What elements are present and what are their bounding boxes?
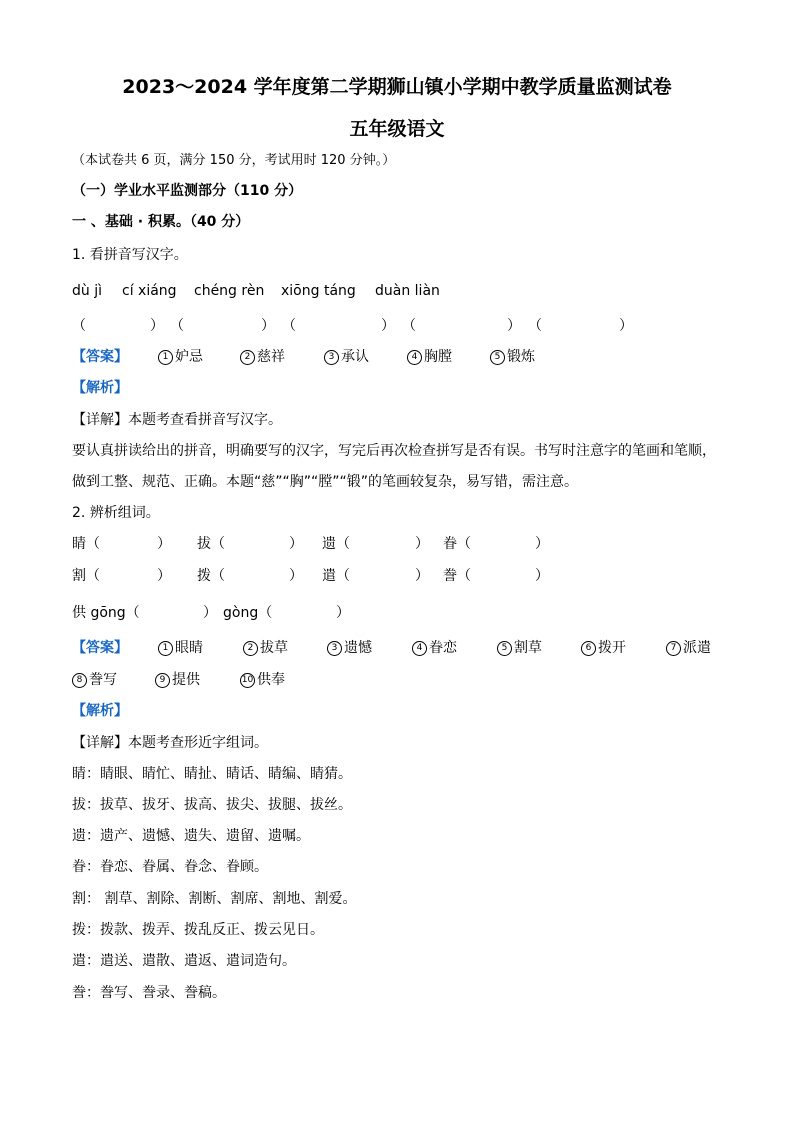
q2-answer-4 <box>412 638 457 658</box>
circle-number: 4 <box>412 641 427 656</box>
answer-text: 拨开 <box>598 640 626 656</box>
answer-text: 妒忌 <box>175 349 203 365</box>
q2-answer-3 <box>327 638 372 658</box>
circle-number: 3 <box>324 350 339 365</box>
q1-prompt: 1. 看拼音写汉字。 <box>72 247 188 263</box>
q2-row1-close-4: ） <box>535 536 549 552</box>
exam-note: （本试卷共 6 页，满分 150 分，考试用时 120 分钟。） <box>72 153 396 168</box>
q2-answer-label: 【答案】 <box>72 640 128 656</box>
q1-blank-close: ） <box>619 318 633 334</box>
q2-row2-char-3: 遣（ <box>322 568 350 584</box>
q2-answer-6 <box>581 638 626 658</box>
q2-word-line: 遗：遗产、遗憾、遗失、遗留、遗嘱。 <box>72 828 310 844</box>
circle-number: 7 <box>666 641 681 656</box>
answer-text: 誊写 <box>89 672 117 688</box>
q2-row1-close-3: ） <box>415 536 429 552</box>
answer-text: 眼睛 <box>175 640 203 656</box>
q2-row2-char-4: 誊（ <box>443 568 471 584</box>
q1-explain-1: 要认真拼读给出的拼音，明确要写的汉字，写完后再次检查拼写是否有误。书写时注意字的笔画和笔顺， <box>72 443 716 459</box>
q2-row3-close-1: ） <box>203 605 217 621</box>
q2-row1-close-1: ） <box>157 536 171 552</box>
q2-row2-char-2: 拨（ <box>197 568 225 584</box>
q1-pinyin-3: chéng rèn <box>194 283 265 299</box>
q2-row1-char-3: 遗（ <box>322 536 350 552</box>
exam-title: 2023～2024 学年度第二学期狮山镇小学期中教学质量监测试卷 <box>122 76 672 98</box>
q1-pinyin-5: duàn liàn <box>375 283 440 299</box>
q1-answer-2 <box>240 347 285 367</box>
q2-word-line: 遣：遣送、遣散、遣返、遣词造句。 <box>72 953 296 969</box>
q2-word-line: 眷：眷恋、眷属、眷念、眷顾。 <box>72 859 268 875</box>
q1-analysis-label: 【解析】 <box>72 380 128 396</box>
q2-answer-2 <box>243 638 288 658</box>
q2-row2-char-1: 割（ <box>72 568 100 584</box>
q2-row1-char-4: 眷（ <box>443 536 471 552</box>
answer-text: 供奉 <box>257 672 285 688</box>
circle-number: 8 <box>72 673 87 688</box>
q2-row3-gong4: gòng（ <box>223 605 273 621</box>
q1-detail: 【详解】本题考查看拼音写汉字。 <box>72 412 282 428</box>
q1-blank-open: （ <box>72 318 86 334</box>
q1-blank-open: （ <box>528 318 542 334</box>
q2-row2-close-2: ） <box>289 568 303 584</box>
circle-number: 10 <box>240 673 255 688</box>
answer-text: 遗憾 <box>344 640 372 656</box>
q1-blank-open: （ <box>170 318 184 334</box>
circle-number: 6 <box>581 641 596 656</box>
circle-number: 2 <box>243 641 258 656</box>
q2-row2-close-1: ） <box>157 568 171 584</box>
q2-row3-close-2: ） <box>336 605 350 621</box>
section-heading: 一 、基础 · 积累。（40 分） <box>72 214 250 230</box>
q2-prompt: 2. 辨析组词。 <box>72 505 160 521</box>
q1-pinyin-4: xiōng táng <box>281 283 356 299</box>
q1-blank-open: （ <box>402 318 416 334</box>
circle-number: 3 <box>327 641 342 656</box>
q1-blank-close: ） <box>381 318 395 334</box>
circle-number: 1 <box>158 641 173 656</box>
answer-text: 拔草 <box>260 640 288 656</box>
q2-word-line: 睛：睛眼、睛忙、睛扯、睛话、睛编、睛猜。 <box>72 766 352 782</box>
answer-text: 派遣 <box>683 640 711 656</box>
q2-word-line: 拔：拔草、拔牙、拔高、拔尖、拔腿、拔丝。 <box>72 797 352 813</box>
q2-answer-5 <box>497 638 542 658</box>
circle-number: 5 <box>497 641 512 656</box>
circle-number: 5 <box>490 350 505 365</box>
answer-text: 提供 <box>172 672 200 688</box>
exam-subject: 五年级语文 <box>349 118 445 140</box>
q1-answer-4 <box>407 347 452 367</box>
q1-blank-close: ） <box>261 318 275 334</box>
q1-blank-open: （ <box>282 318 296 334</box>
q2-answer-8 <box>72 670 117 690</box>
q2-word-line: 誊：誊写、誊录、誊稿。 <box>72 985 226 1001</box>
answer-text: 割草 <box>514 640 542 656</box>
q2-analysis-label: 【解析】 <box>72 703 128 719</box>
circle-number: 4 <box>407 350 422 365</box>
q1-answer-label: 【答案】 <box>72 349 128 365</box>
q1-blank-close: ） <box>150 318 164 334</box>
part-heading: （一）学业水平监测部分（110 分） <box>72 183 303 199</box>
q2-answer-9 <box>155 670 200 690</box>
q2-answer-7 <box>666 638 711 658</box>
q2-row2-close-4: ） <box>535 568 549 584</box>
q2-row1-char-2: 拔（ <box>197 536 225 552</box>
q2-row1-close-2: ） <box>289 536 303 552</box>
q2-row2-close-3: ） <box>415 568 429 584</box>
circle-number: 9 <box>155 673 170 688</box>
q1-answer-1 <box>158 347 203 367</box>
q2-answer-10 <box>240 670 285 690</box>
circle-number: 2 <box>240 350 255 365</box>
q2-answer-1 <box>158 638 203 658</box>
q2-word-line: 拨：拨款、拨弄、拨乱反正、拨云见日。 <box>72 922 324 938</box>
q2-row1-char-1: 睛（ <box>72 536 100 552</box>
circle-number: 1 <box>158 350 173 365</box>
q1-pinyin-2: cí xiáng <box>122 283 177 299</box>
q1-answer-3 <box>324 347 369 367</box>
answer-text: 锻炼 <box>507 349 535 365</box>
answer-text: 眷恋 <box>429 640 457 656</box>
q1-explain-2: 做到工整、规范、正确。本题“慈”“胸”“膛”“锻”的笔画较复杂，易写错，需注意。 <box>72 474 579 490</box>
q1-answer-5 <box>490 347 535 367</box>
answer-text: 胸膛 <box>424 349 452 365</box>
answer-text: 承认 <box>341 349 369 365</box>
q1-pinyin-1: dù jì <box>72 283 102 299</box>
q2-row3-gong1: 供 gōng（ <box>72 605 140 621</box>
answer-text: 慈祥 <box>257 349 285 365</box>
q1-blank-close: ） <box>507 318 521 334</box>
q2-word-line: 割： 割草、割除、割断、割席、割地、割爱。 <box>72 891 357 907</box>
q2-detail: 【详解】本题考查形近字组词。 <box>72 735 268 751</box>
